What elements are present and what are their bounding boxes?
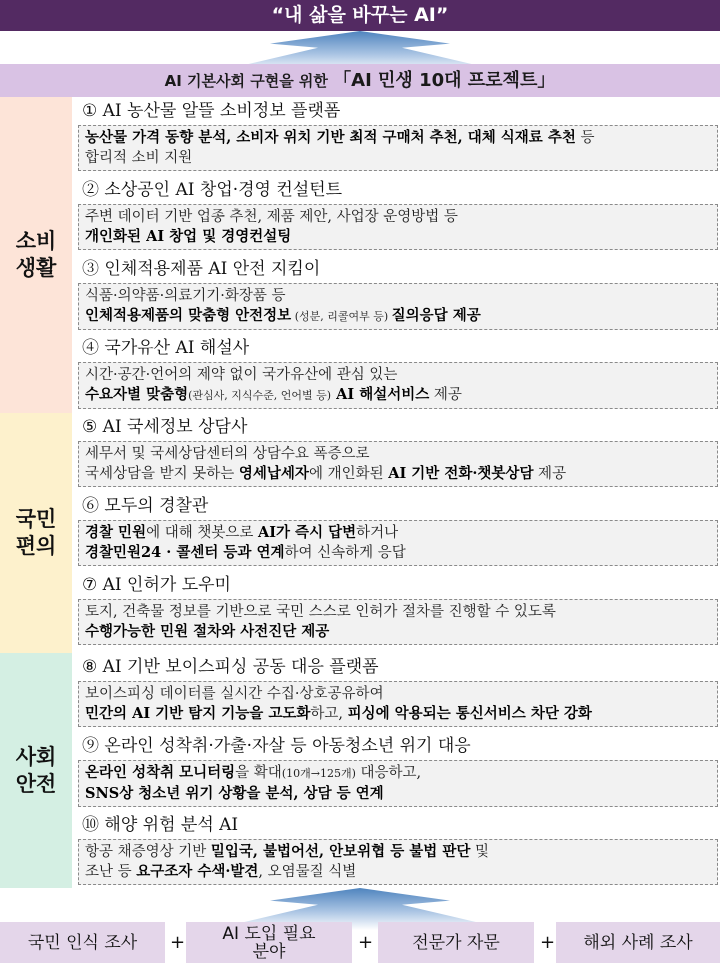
source-expert-advice: 전문가 자문 (378, 922, 534, 963)
emphasis-text: 수행가능한 민원 절차와 사전진단 제공 (85, 623, 330, 640)
description-line (85, 227, 711, 247)
category-social-safety (0, 653, 72, 888)
emphasis-text: AI 기반 전화·챗봇상담 (388, 465, 534, 482)
project-description (78, 520, 718, 566)
project-description (78, 681, 718, 727)
source-label-line2: 분야 (252, 941, 286, 962)
plain-text: 을 확대 (235, 765, 282, 781)
category-consumer-life (0, 97, 72, 413)
project-item (78, 97, 718, 171)
project-item (78, 492, 718, 566)
description-line (85, 464, 711, 484)
description-line (85, 385, 711, 406)
emphasis-text: 피싱에 악용되는 통신서비스 차단 강화 (347, 705, 592, 722)
emphasis-text: 개인화된 AI 창업 및 경영컨설팅 (85, 228, 292, 245)
source-overseas-cases: 해외 사례 조사 (556, 922, 720, 963)
emphasis-text: 밀입국, 불법어선, 안보위협 등 불법 판단 (210, 843, 471, 860)
plain-text: 합리적 소비 지원 (85, 150, 193, 166)
description-line (85, 602, 711, 622)
emphasis-text: 온라인 성착취 모니터링 (85, 764, 236, 781)
category-label-line2: 생활 (15, 256, 57, 280)
subtitle-prefix: AI 기본사회 구현을 위한 (164, 72, 334, 90)
plain-text: 세무서 및 국세상담센터의 상담수요 폭증으로 (85, 446, 370, 462)
description-line (85, 286, 711, 306)
project-title: ① AI 농산물 알뜰 소비정보 플랫폼 (82, 101, 341, 121)
project-description (78, 204, 718, 250)
description-line (85, 784, 711, 804)
description-line (85, 684, 711, 704)
project-description (78, 441, 718, 487)
project-subtitle-bar (0, 64, 720, 97)
description-line (85, 704, 711, 724)
category-label-line2: 안전 (15, 771, 57, 796)
plain-text: 하거나 (356, 525, 399, 541)
plain-text: , 오염물질 식별 (258, 864, 357, 880)
project-title: ④ 국가유산 AI 해설사 (82, 338, 250, 358)
project-title: ② 소상공인 AI 창업·경영 컨설턴트 (82, 180, 343, 200)
plain-text: 조난 등 (85, 864, 137, 880)
emphasis-text: 요구조자 수색·발견 (136, 863, 259, 880)
plain-text: 토지, 건축물 정보를 기반으로 국민 스스로 인허가 절차를 진행할 수 있도록 (85, 604, 556, 620)
category-public-convenience (0, 413, 72, 653)
plain-text: 하여 신속하게 응답 (284, 545, 406, 561)
plus-icon: + (540, 932, 556, 953)
description-line (85, 365, 711, 385)
project-title: ③ 인체적용제품 AI 안전 지킴이 (82, 259, 321, 279)
description-line (85, 622, 711, 642)
plus-icon: + (170, 932, 186, 953)
emphasis-text: AI 해설서비스 (331, 386, 430, 403)
project-title: ⑧ AI 기반 보이스피싱 공동 대응 플랫폼 (82, 657, 379, 677)
project-title: ⑥ 모두의 경찰관 (82, 496, 209, 516)
description-line (85, 763, 711, 784)
project-item (78, 176, 718, 250)
description-line (85, 306, 711, 327)
project-description (78, 760, 718, 807)
source-public-survey: 국민 인식 조사 (0, 922, 165, 963)
source-row (0, 922, 720, 963)
category-label-line1: 국민 (15, 507, 57, 531)
project-description (78, 362, 718, 409)
description-line (85, 523, 711, 543)
emphasis-text: SNS상 청소년 위기 상황을 분석, 상담 등 연계 (85, 785, 384, 802)
plain-text: 에 대해 챗봇으로 (146, 525, 258, 541)
emphasis-text: 인체적용제품의 맞춤형 안전정보 (85, 307, 292, 324)
emphasis-text: 농산물 가격 동향 분석, 소비자 위치 기반 최적 구매처 추천, 대체 식재료 추천 (85, 129, 576, 146)
project-title: ⑦ AI 인허가 도우미 (82, 575, 231, 595)
plain-text: 항공 채증영상 기반 (85, 844, 211, 860)
emphasis-text: 수요자별 맞춤형 (85, 386, 189, 403)
plus-icon: + (358, 932, 374, 953)
description-line (85, 842, 711, 862)
project-description (78, 599, 718, 645)
plain-text: 보이스피싱 데이터를 실시간 수집·상호공유하여 (85, 686, 384, 702)
plain-text: 에 개인화된 (308, 466, 389, 482)
project-description (78, 839, 718, 885)
vision-banner: “내 삶을 바꾸는 AI” (0, 0, 720, 31)
plain-text: 하고, (310, 706, 348, 722)
plain-text: (관심사, 지식수준, 언어별 등) (188, 389, 332, 402)
project-item (78, 732, 718, 807)
description-line (85, 543, 711, 563)
category-label-line2: 편의 (15, 534, 57, 558)
project-item (78, 413, 718, 487)
emphasis-text: 경찰민원24 · 콜센터 등과 연계 (85, 544, 285, 561)
plain-text: (10개→125개) (281, 767, 356, 780)
emphasis-text: AI가 즉시 답변 (257, 524, 357, 541)
description-line (85, 128, 711, 148)
project-title: ⑩ 해양 위험 분석 AI (82, 815, 239, 835)
source-ai-needs (186, 922, 352, 963)
project-description (78, 125, 718, 171)
project-item (78, 571, 718, 645)
plain-text: 등 (575, 130, 595, 146)
project-title: ⑨ 온라인 성착취·가출·자살 등 아동청소년 위기 대응 (82, 736, 471, 756)
emphasis-text: 경찰 민원 (85, 524, 147, 541)
description-line (85, 444, 711, 464)
subtitle-main: 「AI 민생 10대 프로젝트」 (333, 70, 556, 91)
emphasis-text: 영세납세자 (238, 465, 309, 482)
plain-text: 대응하고, (355, 765, 422, 781)
plain-text: 제공 (429, 387, 462, 403)
plain-text: 제공 (533, 466, 567, 482)
category-label-line1: 사회 (15, 744, 57, 769)
plain-text: 국세상담을 받지 못하는 (85, 466, 239, 482)
project-title: ⑤ AI 국세정보 상담사 (82, 417, 248, 437)
plain-text: 시간·공간·언어의 제약 없이 국가유산에 관심 있는 (85, 367, 398, 383)
project-item (78, 255, 718, 330)
plain-text: 및 (470, 844, 489, 860)
emphasis-text: 질의응답 제공 (391, 307, 481, 324)
description-line (85, 862, 711, 882)
plain-text: (성분, 리콜여부 등) (291, 310, 392, 323)
description-line (85, 207, 711, 227)
project-item (78, 653, 718, 727)
category-label-line1: 소비 (15, 229, 57, 253)
source-label-line1: AI 도입 필요 (222, 923, 316, 944)
project-description (78, 283, 718, 330)
description-line (85, 148, 711, 168)
project-item (78, 811, 718, 885)
project-item (78, 334, 718, 409)
emphasis-text: 민간의 AI 기반 탐지 기능을 고도화 (85, 705, 311, 722)
plain-text: 식품·의약품·의료기기·화장품 등 (85, 288, 286, 304)
plain-text: 주변 데이터 기반 업종 추천, 제품 제안, 사업장 운영방법 등 (85, 209, 458, 225)
